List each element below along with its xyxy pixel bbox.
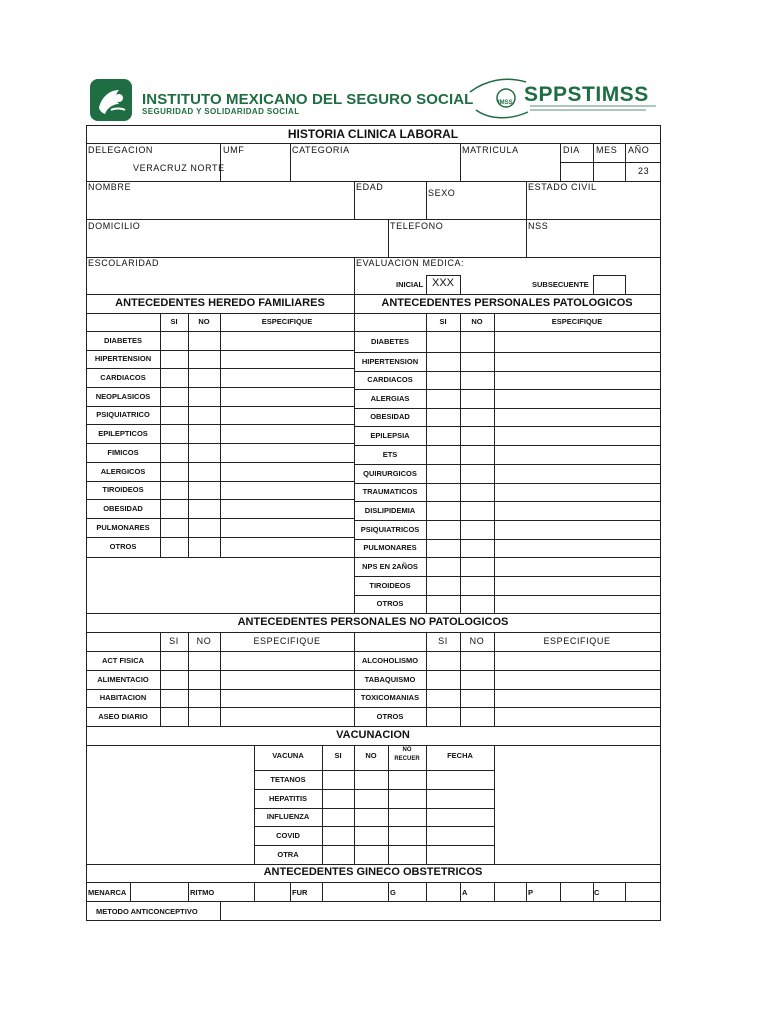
grid-line — [86, 350, 355, 351]
patologicos-item-4: OBESIDAD — [370, 412, 410, 421]
umf-label: UMF — [223, 145, 245, 155]
imss-small-label: IMSS — [498, 100, 513, 106]
np-especifique-header-left: ESPECIFIQUE — [253, 636, 321, 646]
grid-line — [86, 670, 661, 671]
grid-line — [254, 845, 495, 846]
grid-line — [86, 331, 355, 332]
grid-line — [426, 632, 427, 727]
grid-line — [86, 901, 661, 902]
np-right-item-2: TOXICOMANIAS — [360, 693, 420, 702]
g-label: G — [390, 888, 396, 897]
edad-label: EDAD — [356, 182, 384, 192]
grid-line — [354, 257, 355, 295]
heredo-item-6: FIMICOS — [107, 447, 139, 457]
grid-line — [86, 462, 355, 463]
telefono-label: TELEFONO — [390, 221, 444, 231]
grid-line — [254, 745, 255, 865]
grid-line — [290, 143, 291, 182]
ritmo-label: RITMO — [190, 888, 215, 897]
np-left-item-0: ACT FISICA — [101, 655, 145, 665]
domicilio-label: DOMICILIO — [88, 221, 141, 231]
grid-line — [494, 882, 495, 902]
grid-line — [86, 125, 661, 126]
patologicos-item-7: QUIRURGICOS — [363, 468, 417, 478]
grid-line — [560, 882, 561, 902]
grid-line — [188, 882, 189, 902]
patologicos-si-header: SI — [439, 317, 447, 326]
a-label: A — [462, 888, 468, 897]
grid-line — [322, 745, 323, 865]
patologicos-item-11: PULMONARES — [363, 543, 417, 552]
grid-line — [388, 882, 389, 902]
grid-line — [426, 181, 427, 220]
patologicos-item-14: OTROS — [376, 599, 404, 608]
patologicos-item-1: HIPERTENSION — [361, 356, 419, 366]
grid-line — [426, 275, 427, 295]
grid-line — [86, 882, 661, 883]
grid-line — [625, 275, 626, 295]
grid-line — [86, 294, 661, 295]
grid-line — [354, 557, 661, 558]
grid-line — [86, 518, 355, 519]
patologicos-item-6: ETS — [382, 449, 398, 459]
grid-line — [86, 313, 661, 314]
no-patologicos-title: ANTECEDENTES PERSONALES NO PATOLOGICOS — [237, 616, 509, 628]
heredo-si-header: SI — [170, 317, 178, 326]
grid-line — [86, 632, 661, 633]
patologicos-item-8: TRAUMATICOS — [362, 487, 418, 496]
grid-line — [86, 424, 355, 425]
patologicos-title: ANTECEDENTES PERSONALES PATOLOGICOS — [381, 297, 633, 309]
vac-no-recuer-header-2: RECUER — [394, 756, 420, 762]
menarca-label: MENARCA — [88, 888, 127, 897]
np-left-item-1: ALIMENTACIO — [97, 674, 149, 684]
grid-line — [130, 882, 131, 902]
heredo-item-10: PULMONARES — [96, 522, 150, 532]
heredo-item-0: DIABETES — [104, 335, 142, 345]
grid-line — [86, 387, 355, 388]
grid-line — [660, 125, 661, 921]
grid-line — [160, 632, 161, 727]
fur-label: FUR — [292, 888, 308, 897]
grid-line — [86, 481, 355, 482]
grid-line — [86, 864, 661, 865]
vac-no-header: NO — [365, 751, 377, 760]
patologicos-item-2: CARDIACOS — [367, 375, 413, 384]
nombre-label: NOMBRE — [88, 182, 132, 192]
patologicos-item-9: DISLIPIDEMIA — [364, 505, 416, 515]
grid-line — [460, 882, 461, 902]
np-no-header-left: NO — [196, 636, 212, 646]
np-left-item-2: HABITACION — [99, 693, 147, 702]
patologicos-no-header: NO — [471, 317, 483, 326]
dia-label: DIA — [563, 145, 580, 155]
grid-line — [460, 632, 461, 727]
matricula-label: MATRICULA — [462, 145, 519, 155]
grid-line — [460, 275, 461, 295]
grid-line — [86, 707, 661, 708]
metodo-anticonceptivo-label: METODO ANTICONCEPTIVO — [96, 907, 198, 916]
imss-logo — [89, 78, 133, 122]
grid-line — [354, 352, 661, 353]
vacuna-item-0: TETANOS — [270, 774, 306, 784]
grid-line — [254, 770, 495, 771]
heredo-item-4: PSIQUIATRICO — [96, 410, 150, 419]
mes-label: MES — [596, 145, 618, 155]
np-si-header-left: SI — [169, 636, 179, 646]
vac-no-recuer-header-1: NO — [402, 747, 412, 753]
form-title: HISTORIA CLINICA LABORAL — [287, 127, 459, 141]
heredo-item-8: TIROIDEOS — [102, 485, 144, 494]
categoria-label: CATEGORIA — [292, 145, 350, 155]
inicial-value[interactable]: XXX — [432, 277, 455, 289]
sexo-label: SEXO — [428, 188, 456, 198]
vacuna-item-3: COVID — [276, 830, 300, 840]
grid-line — [388, 745, 389, 865]
grid-line — [354, 464, 661, 465]
estado-civil-label: ESTADO CIVIL — [528, 182, 597, 192]
grid-line — [526, 219, 527, 258]
grid-line — [593, 275, 626, 276]
grid-line — [460, 143, 461, 182]
grid-line — [354, 389, 661, 390]
grid-line — [254, 826, 495, 827]
grid-line — [86, 689, 661, 690]
patologicos-item-13: TIROIDEOS — [369, 580, 411, 590]
heredo-no-header: NO — [198, 317, 210, 326]
np-left-item-3: ASEO DIARIO — [98, 711, 148, 721]
heredo-item-5: EPILEPTICOS — [98, 428, 148, 438]
np-right-item-3: OTROS — [376, 711, 404, 721]
institution-subtitle: SEGURIDAD Y SOLIDARIDAD SOCIAL — [142, 107, 300, 116]
nss-label: NSS — [528, 221, 549, 231]
grid-line — [354, 576, 661, 577]
grid-line — [86, 651, 661, 652]
grid-line — [526, 181, 527, 220]
grid-line — [86, 726, 661, 727]
heredo-item-11: OTROS — [109, 542, 137, 551]
grid-line — [354, 501, 661, 502]
np-especifique-header-right: ESPECIFIQUE — [543, 636, 611, 646]
institution-name: INSTITUTO MEXICANO DEL SEGURO SOCIAL — [142, 91, 474, 108]
grid-line — [86, 368, 355, 369]
delegacion-value[interactable]: VERACRUZ NORTE — [133, 163, 225, 173]
evaluacion-label: EVALUACION MEDICA: — [356, 258, 465, 268]
anio-label: AÑO — [628, 145, 650, 155]
grid-line — [354, 408, 661, 409]
vacuna-item-1: HEPATITIS — [268, 793, 308, 803]
grid-line — [86, 406, 355, 407]
grid-line — [86, 499, 355, 500]
grid-line — [220, 901, 221, 921]
patologicos-item-5: EPILEPSIA — [370, 430, 410, 440]
vac-fecha-header: FECHA — [447, 751, 473, 760]
heredo-item-2: CARDIACOS — [100, 372, 146, 382]
vacunacion-title: VACUNACION — [336, 729, 410, 741]
grid-line — [86, 443, 355, 444]
grid-line — [86, 219, 661, 220]
np-si-header-right: SI — [438, 636, 448, 646]
anio-value[interactable]: 23 — [638, 166, 650, 176]
grid-line — [322, 882, 323, 902]
grid-line — [354, 745, 355, 865]
patologicos-item-10: PSIQUIATRICOS — [360, 524, 420, 534]
grid-line — [494, 745, 495, 865]
grid-line — [593, 275, 594, 295]
c-label: C — [594, 888, 600, 897]
grid-line — [254, 882, 255, 902]
heredo-especifique-header: ESPECIFIQUE — [261, 317, 313, 326]
heredo-item-9: OBESIDAD — [103, 503, 143, 513]
heredo-item-3: NEOPLASICOS — [95, 391, 151, 401]
grid-line — [254, 789, 495, 790]
grid-line — [494, 632, 495, 727]
grid-line — [354, 539, 661, 540]
grid-line — [220, 632, 221, 727]
grid-line — [354, 595, 661, 596]
grid-line — [426, 882, 427, 902]
grid-line — [290, 882, 291, 902]
vacuna-item-4: OTRA — [277, 849, 299, 859]
heredo-title: ANTECEDENTES HEREDO FAMILIARES — [115, 297, 325, 309]
grid-line — [86, 537, 355, 538]
np-right-item-0: ALCOHOLISMO — [361, 655, 419, 665]
vacuna-header: VACUNA — [272, 751, 304, 760]
grid-line — [354, 371, 661, 372]
grid-line — [354, 520, 661, 521]
inicial-label: INICIAL — [396, 280, 424, 289]
grid-line — [388, 219, 389, 258]
patologicos-especifique-header: ESPECIFIQUE — [551, 317, 603, 326]
heredo-item-7: ALERGICOS — [100, 466, 146, 476]
grid-line — [86, 143, 661, 144]
subsecuente-label: SUBSECUENTE — [532, 280, 589, 289]
grid-line — [354, 483, 661, 484]
patologicos-item-3: ALERGIAS — [370, 393, 410, 403]
delegacion-label: DELEGACION — [88, 145, 154, 155]
p-label: P — [528, 888, 534, 897]
grid-line — [354, 445, 661, 446]
grid-line — [354, 613, 661, 614]
grid-line — [625, 882, 626, 902]
grid-line — [526, 882, 527, 902]
vacuna-item-2: INFLUENZA — [266, 812, 310, 821]
sppstimss-title: SPPSTIMSS — [524, 83, 649, 106]
grid-line — [354, 181, 355, 220]
np-right-item-1: TABAQUISMO — [364, 674, 416, 684]
grid-line — [354, 331, 661, 332]
heredo-item-1: HIPERTENSION — [94, 354, 152, 363]
escolaridad-label: ESCOLARIDAD — [88, 258, 160, 268]
patologicos-item-12: NPS EN 2AÑOS — [362, 561, 418, 571]
grid-line — [354, 426, 661, 427]
vac-si-header: SI — [334, 751, 342, 760]
grid-line — [86, 920, 661, 921]
grid-line — [86, 745, 661, 746]
gineco-title: ANTECEDENTES GINECO OBSTETRICOS — [263, 866, 483, 878]
patologicos-item-0: DIABETES — [371, 336, 409, 346]
grid-line — [86, 557, 355, 558]
grid-line — [254, 808, 495, 809]
grid-line — [426, 275, 461, 276]
grid-line — [560, 162, 661, 163]
np-no-header-right: NO — [469, 636, 485, 646]
grid-line — [426, 745, 427, 865]
grid-line — [188, 632, 189, 727]
